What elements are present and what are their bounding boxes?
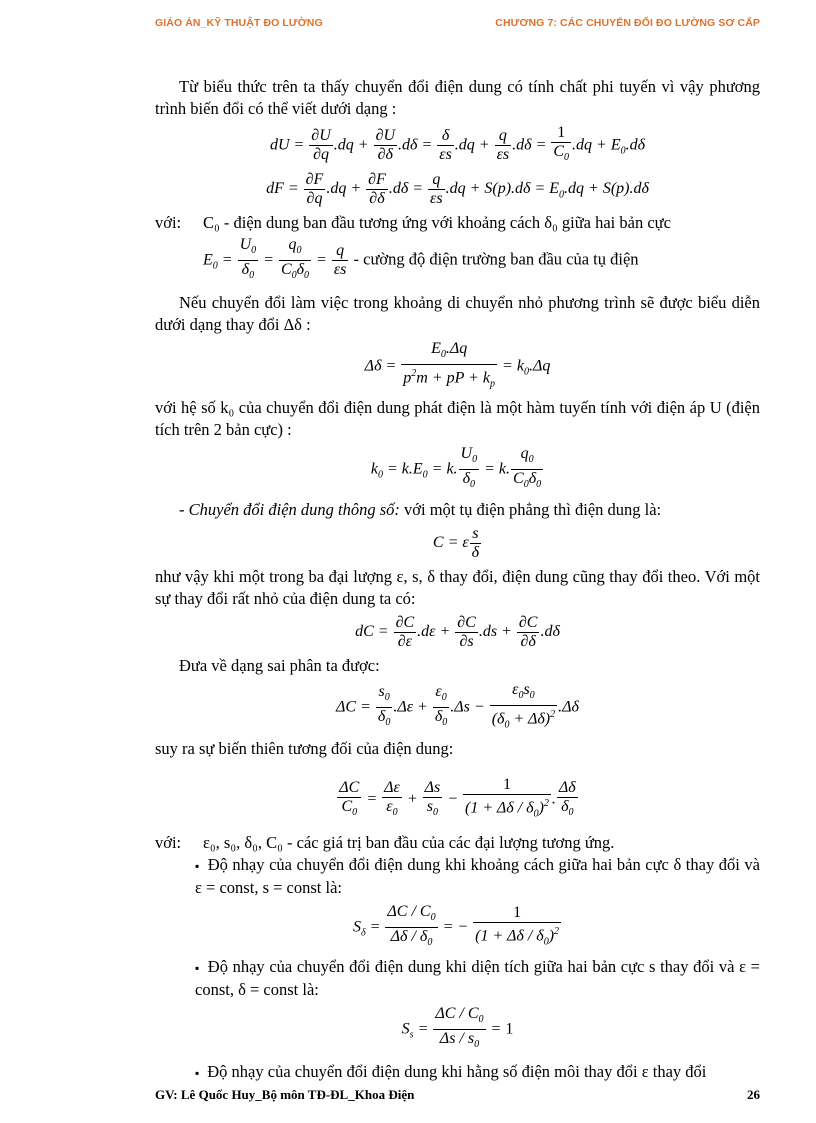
header-course-title: GIÁO ÁN_KỸ THUẬT ĐO LƯỜNG: [155, 17, 323, 29]
paragraph-k0: với hệ số k₀ của chuyển đổi điện dung phát điện là một hàm tuyến tính với điện áp U (điện tích trên 2 bản cực) :: [155, 398, 760, 440]
parametric-text: với một tụ điện phẳng thì điện dung là:: [399, 499, 662, 519]
page-number: 26: [747, 1087, 760, 1102]
equation-relative-change: $\frac{\Delta C}{C_0}$ = $\frac{\Delta\varepsilon}{\varepsilon_0}$ + $\frac{\Delta s}{s_0}$ − $\frac{1}{(1 + \Delta\delta / \delta_0)^2}$ . $\frac{\Delta\delta}{\delta_0}$: [339, 776, 576, 820]
paragraph-difference: Đưa về dạng sai phân ta được:: [179, 655, 380, 675]
equation-s-delta: $S_\delta$ = $\frac{\Delta C / C_0}{\Delta\delta / \delta_0}$ = − $\frac{1}{(1 + \Delta\delta / \delta_0)^2}$: [352, 902, 560, 949]
c0-description: C₀ - điện dung ban đầu tương ứng với khoảng cách δ₀ giữa hai bản cực: [203, 213, 671, 233]
paragraph-variation: như vậy khi một trong ba đại lượng ε, s, δ thay đổi, điện dung cũng thay đổi theo. Với một sự thay đổi rất nhỏ của điện dung ta có:: [155, 566, 760, 608]
parametric-title: Chuyển đổi điện dung thông số:: [188, 499, 400, 519]
e0-description: - cường độ điện trường ban đầu của tụ điện: [353, 249, 639, 269]
footer-author: GV: Lê Quốc Huy_Bộ môn TĐ-ĐL_Khoa Điện: [155, 1087, 415, 1102]
equation-delta-c: ΔC = $\frac{s_0}{\delta_0}$ .Δε + $\frac{\varepsilon_0}{\delta_0}$ .Δs − $\frac{\varepsilon_0s_0}{(\delta_0 + \Delta\delta)^2}$ .Δδ: [336, 680, 579, 731]
paragraph-intro: Từ biểu thức trên ta thấy chuyển đổi điện dung có tính chất phi tuyến vì vậy phương trình biến đổi có thể viết dưới dạng :: [155, 77, 760, 118]
definition-c0: [155, 212, 760, 234]
bullet-sensitivity-delta: ▪ Độ nhạy của chuyển đổi điện dung khi khoảng cách giữa hai bản cực δ thay đổi và ε = const, s = const là:: [195, 854, 760, 899]
equation-c: C = ε $\frac{s}{\delta}$: [432, 524, 480, 561]
initial-values-description: ε₀, s₀, δ₀, C₀ - các giá trị ban đầu của các đại lượng tương ứng.: [203, 832, 615, 852]
equation-df: dF = $\frac{\partial F}{\partial q}$ .dq + $\frac{\partial F}{\partial\delta}$ .dδ = $\frac{q}{\varepsilon s}$ $.dq + S(p).d\delta = E_0.dq + S(p).d\delta$: [266, 171, 649, 208]
with-label-2: với:: [155, 832, 182, 852]
equation-s-s: $S_s$ = $\frac{\Delta C / C_0}{\Delta s / s_0}$ = 1: [401, 1005, 514, 1051]
paragraph-relative: suy ra sự biến thiên tương đối của điện dung:: [155, 739, 454, 759]
equation-k0: $k_0 = k.E_0 = k$. $\frac{U_0}{\delta_0}$ = k. $\frac{q_0}{C_0\delta_0}$: [370, 445, 542, 491]
page-content: [155, 76, 760, 1084]
paragraph-parametric: - Chuyển đổi điện dung thông số: với một tụ điện phẳng thì điện dung là:: [179, 499, 662, 519]
paragraph-small-displacement: Nếu chuyển đổi làm việc trong khoảng di chuyển nhỏ phương trình sẽ được biểu diễn dưới dạng thay đổi Δδ :: [155, 292, 760, 334]
definition-e0: [203, 234, 760, 287]
bullet-sensitivity-area: ▪ Độ nhạy của chuyển đổi điện dung khi diện tích giữa hai bản cực s thay đổi và ε = const, δ = const là:: [195, 956, 760, 1001]
equation-du: dU = $\frac{\partial U}{\partial q}$ .dq + $\frac{\partial U}{\partial\delta}$ .dδ = $\frac{\delta}{\varepsilon s}$ .dq + $\frac{q}{\varepsilon s}$ .dδ = $\frac{1}{C_0}$ $.dq + E_0.d\delta$: [269, 124, 646, 164]
equation-e0: $E_0$ = $\frac{U_0}{\delta_0}$ = $\frac{q_0}{C_0\delta_0}$ = $\frac{q}{\varepsilon s}$: [203, 236, 347, 282]
equation-dc: dC = $\frac{\partial C}{\partial\varepsilon}$ .dε + $\frac{\partial C}{\partial s}$ .ds + $\frac{\partial C}{\partial\delta}$ .dδ: [355, 613, 560, 650]
bullet-sensitivity-permittivity: ▪ Độ nhạy của chuyển đổi điện dung khi hằng số điện môi thay đổi ε thay đổi: [195, 1061, 760, 1084]
with-label: với:: [155, 213, 182, 233]
header-chapter-title: CHƯƠNG 7: CÁC CHUYỂN ĐỔI ĐO LƯỜNG SƠ CẤP: [495, 17, 760, 29]
equation-delta-delta: Δδ = $\frac{E_0.\Delta q}{p^2m + pP + k_p}$ = $k_0.\Delta q$: [364, 339, 551, 390]
definition-initial-values: [155, 832, 760, 854]
